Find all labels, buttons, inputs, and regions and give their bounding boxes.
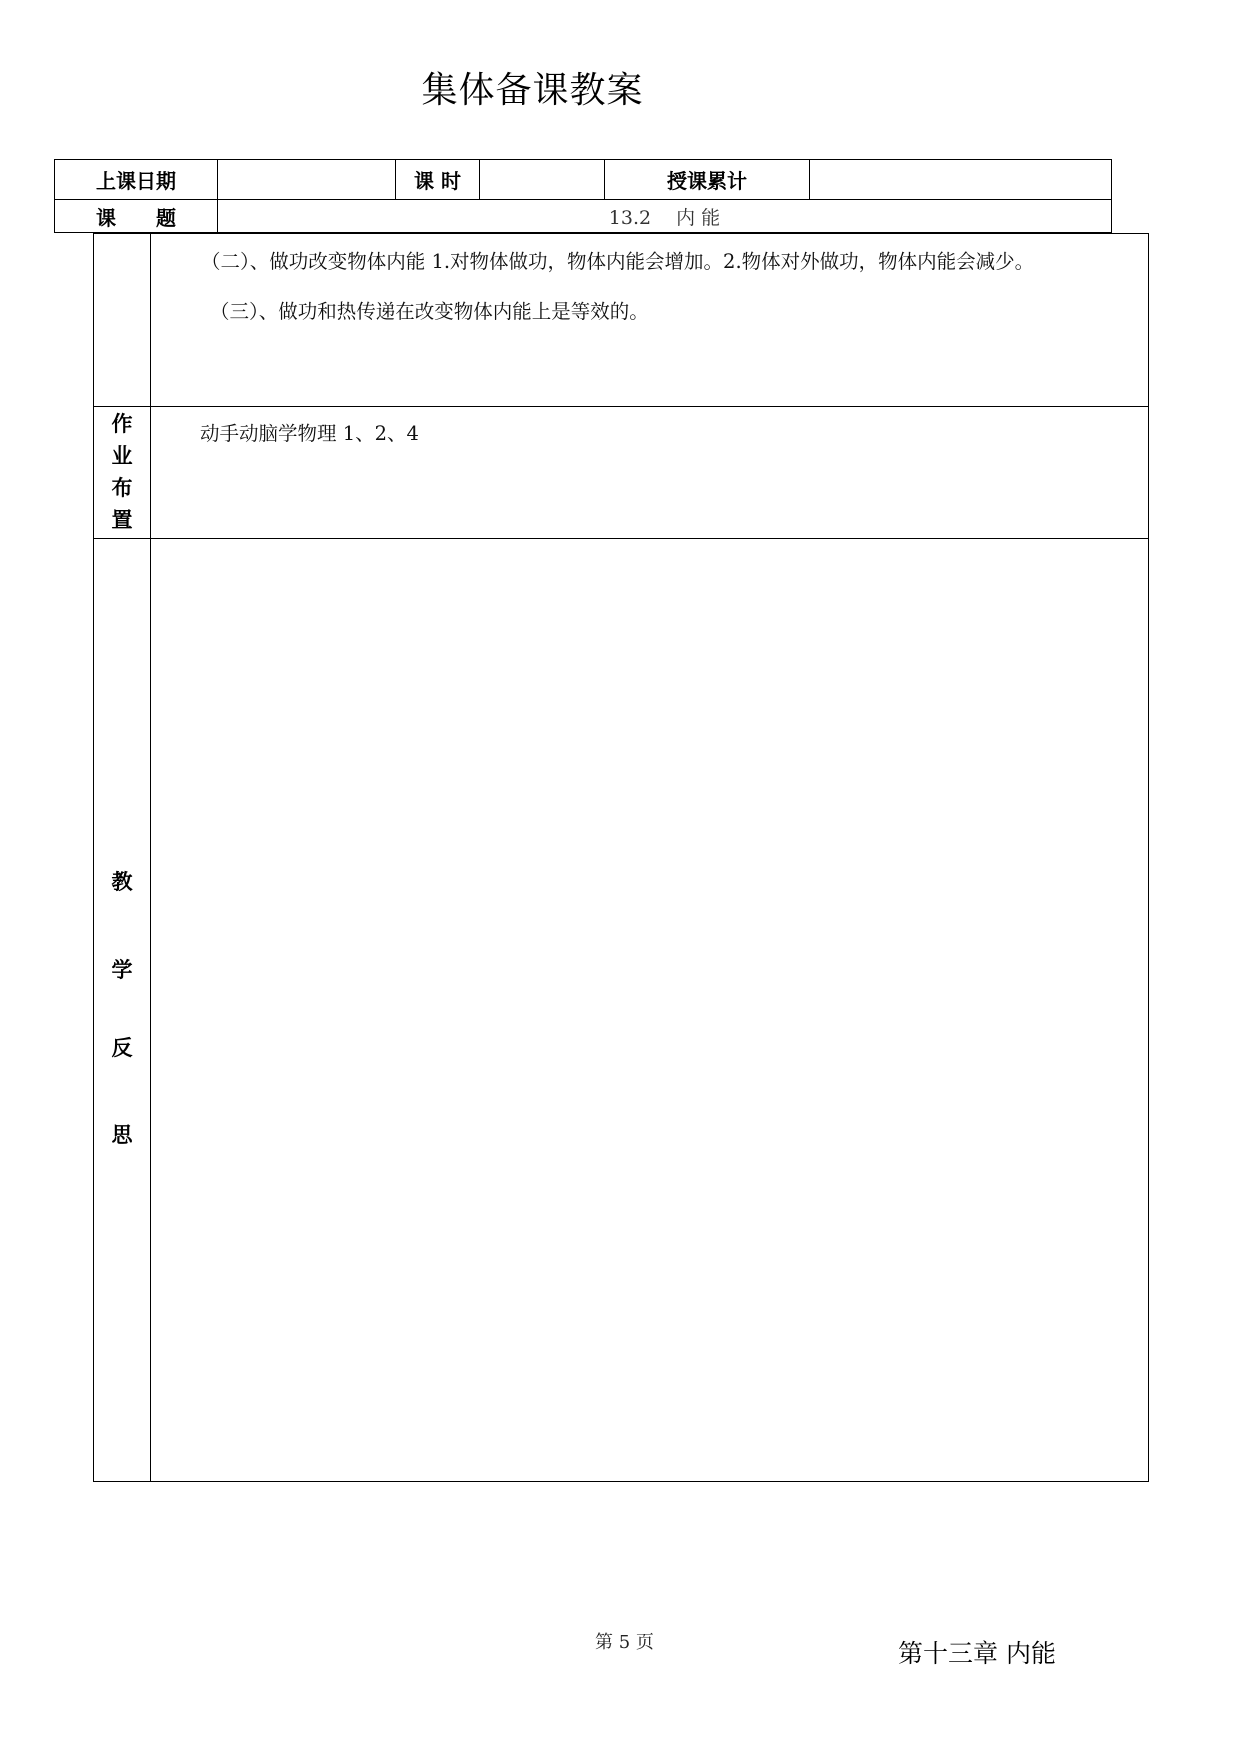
- homework-text: 动手动脑学物理 1、2、4: [200, 422, 419, 445]
- reflection-label-char-3: 反: [111, 1036, 133, 1060]
- homework-label: 作 业 布 置: [111, 412, 133, 532]
- reflection-label-char-1: 教: [111, 870, 133, 894]
- content-line-1: （二）、做功改变物体内能 1.对物体做功，物体内能会增加。2.物体对外做功，物体内能会减少。: [201, 250, 1035, 273]
- lesson-header-table: [54, 159, 1112, 233]
- date-value[interactable]: [218, 160, 396, 200]
- reflection-body-cell[interactable]: [150, 538, 1149, 1482]
- reflection-label-char-4: 思: [111, 1123, 133, 1147]
- reflection-label-cell: [93, 538, 151, 1482]
- header-row-1: [55, 160, 1112, 200]
- page-number: 第 5 页: [595, 1632, 654, 1653]
- topic-value: 13.2 内 能: [218, 200, 1112, 233]
- content-line-2: （三）、做功和热传递在改变物体内能上是等效的。: [210, 300, 649, 323]
- header-row-2: [55, 200, 1112, 233]
- cumulative-label: 授课累计: [605, 160, 810, 200]
- reflection-label-char-2: 学: [111, 958, 133, 982]
- period-label: 课 时: [396, 160, 480, 200]
- topic-label: 课 题: [55, 200, 218, 233]
- date-label: 上课日期: [55, 160, 218, 200]
- chapter-footer: 第十三章 内能: [898, 1639, 1056, 1668]
- period-value[interactable]: [480, 160, 605, 200]
- cumulative-value[interactable]: [810, 160, 1112, 200]
- content-label-cell: [93, 233, 151, 407]
- document-title: 集体备课教案: [421, 70, 644, 111]
